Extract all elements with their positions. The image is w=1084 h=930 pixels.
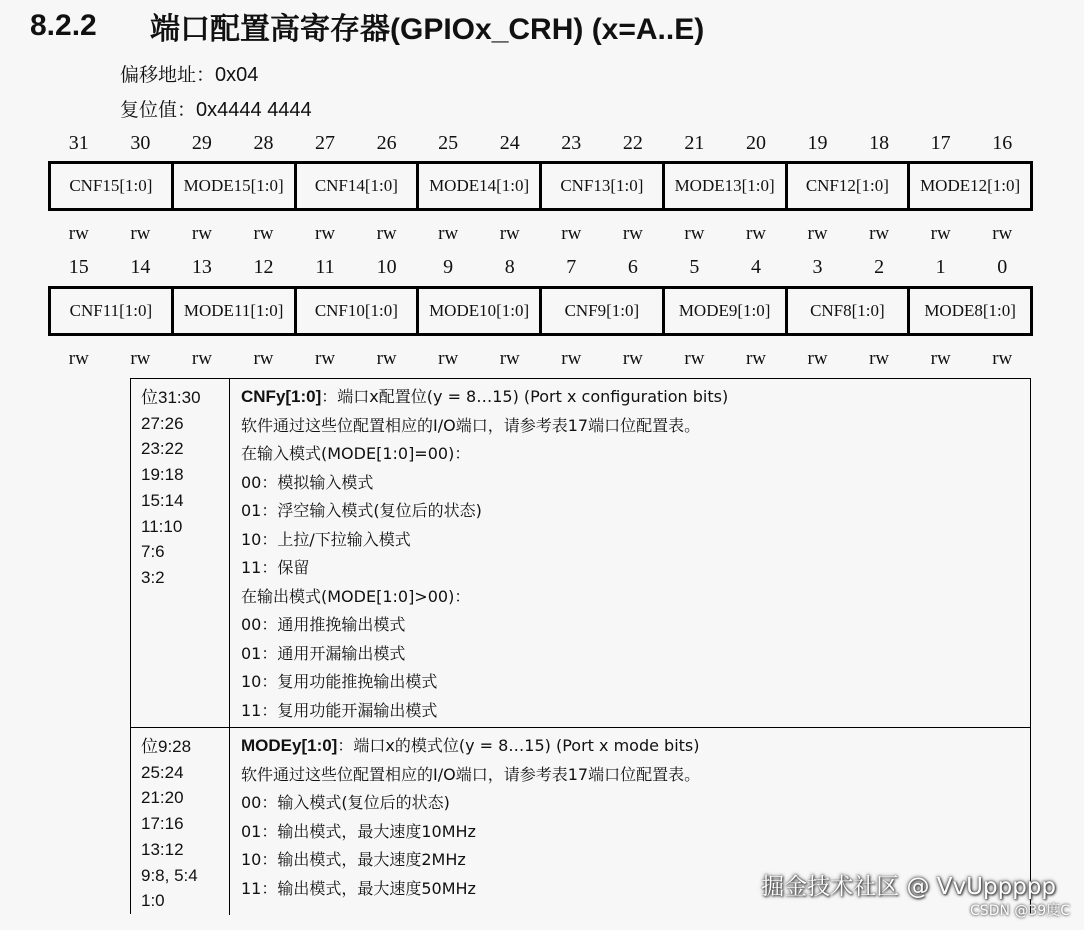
description-line: 软件通过这些位配置相应的I/O端口，请参考表17端口位配置表。 bbox=[241, 764, 701, 784]
bit-number: 6 bbox=[627, 256, 638, 278]
register-field: CNF13[1:0] bbox=[542, 164, 665, 208]
bit-number: 12 bbox=[253, 256, 274, 278]
access-type: rw bbox=[561, 223, 582, 244]
bit-number: 24 bbox=[499, 132, 520, 154]
lower-bit-numbers bbox=[48, 256, 1033, 279]
bit-range: 3:2 bbox=[141, 567, 165, 587]
register-field: CNF9[1:0] bbox=[542, 289, 665, 333]
bit-range: 7:6 bbox=[141, 542, 165, 562]
access-type: rw bbox=[130, 223, 151, 244]
reset-label: 复位值： bbox=[120, 99, 197, 121]
lower-register-fields bbox=[48, 286, 1033, 336]
access-type: rw bbox=[992, 223, 1013, 244]
access-type: rw bbox=[376, 348, 397, 369]
watermark-main: 掘金技术社区 @ VvUppppp bbox=[761, 874, 1056, 900]
register-field: CNF12[1:0] bbox=[788, 164, 911, 208]
bit-number: 4 bbox=[750, 256, 761, 278]
access-type: rw bbox=[684, 223, 705, 244]
register-field: CNF8[1:0] bbox=[788, 289, 911, 333]
access-type: rw bbox=[807, 223, 828, 244]
access-type: rw bbox=[315, 223, 336, 244]
bit-range: 1:0 bbox=[141, 891, 165, 911]
register-field: CNF10[1:0] bbox=[297, 289, 420, 333]
bit-range: 21:20 bbox=[141, 788, 184, 808]
access-type: rw bbox=[684, 348, 705, 369]
bit-number: 7 bbox=[566, 256, 577, 278]
description-line: 10：输出模式，最大速度2MHz bbox=[241, 850, 466, 869]
access-type: rw bbox=[376, 223, 397, 244]
cnf-bit-positions bbox=[131, 379, 230, 727]
description-line: 10：复用功能推挽输出模式 bbox=[241, 672, 438, 691]
bit-number: 10 bbox=[376, 256, 397, 278]
cnf-description-row bbox=[131, 379, 1030, 728]
bit-range: 13:12 bbox=[141, 839, 184, 859]
description-line: 00：模拟输入模式 bbox=[241, 472, 374, 492]
register-field: MODE11[1:0] bbox=[174, 289, 297, 333]
access-type: rw bbox=[622, 348, 643, 369]
bit-number: 25 bbox=[438, 132, 459, 154]
bit-number: 11 bbox=[315, 256, 335, 278]
bit-number: 19 bbox=[807, 132, 828, 154]
access-type: rw bbox=[745, 348, 766, 369]
bit-number: 20 bbox=[745, 132, 766, 154]
cnf-heading-text: ：端口x配置位(y = 8…15) (Port x configuration bits) bbox=[321, 387, 729, 406]
upper-register-fields bbox=[48, 161, 1033, 211]
register-field: MODE13[1:0] bbox=[665, 164, 788, 208]
bit-range: 19:18 bbox=[141, 465, 184, 485]
description-line: 00：通用推挽输出模式 bbox=[241, 615, 406, 634]
bit-number: 9 bbox=[443, 256, 454, 278]
bit-number: 31 bbox=[68, 132, 89, 154]
access-type: rw bbox=[807, 348, 828, 369]
bit-range: 23:22 bbox=[141, 439, 184, 459]
access-type: rw bbox=[499, 348, 520, 369]
bit-range: 9:8, 5:4 bbox=[141, 865, 198, 885]
section-number: 8.2.2 bbox=[30, 9, 97, 42]
description-line: 01：通用开漏输出模式 bbox=[241, 643, 406, 663]
register-field: MODE9[1:0] bbox=[665, 289, 788, 333]
access-type: rw bbox=[253, 223, 274, 244]
description-line: 11：复用功能开漏输出模式 bbox=[241, 700, 438, 720]
bit-range: 位9:28 bbox=[141, 737, 192, 756]
bit-range: 15:14 bbox=[141, 490, 184, 510]
section-title: 端口配置高寄存器(GPIOx_CRH) (x=A..E) bbox=[150, 13, 705, 46]
description-line: 11：输出模式，最大速度50MHz bbox=[241, 878, 476, 898]
access-type: rw bbox=[745, 223, 766, 244]
description-line: 在输出模式(MODE[1:0]>00)： bbox=[241, 586, 471, 606]
bit-range: 27:26 bbox=[141, 413, 184, 433]
bit-number: 27 bbox=[315, 132, 336, 154]
bit-range: 位31:30 bbox=[141, 388, 201, 407]
mode-heading bbox=[241, 732, 1030, 761]
bit-range: 11:10 bbox=[141, 516, 183, 536]
access-type: rw bbox=[869, 348, 890, 369]
description-line: 在输入模式(MODE[1:0]=00)： bbox=[241, 444, 471, 463]
offset-line bbox=[120, 60, 258, 87]
lower-access-types bbox=[48, 348, 1033, 370]
access-type: rw bbox=[191, 223, 212, 244]
register-field: MODE8[1:0] bbox=[910, 289, 1033, 333]
description-line: 01：浮空输入模式(复位后的状态) bbox=[241, 501, 482, 520]
bit-number: 16 bbox=[992, 132, 1013, 154]
bit-number: 5 bbox=[689, 256, 700, 278]
watermark-sub: CSDN @39度C bbox=[970, 903, 1070, 919]
bit-number: 22 bbox=[622, 132, 643, 154]
mode-heading-text: ：端口x的模式位(y = 8…15) (Port x mode bits) bbox=[337, 736, 700, 755]
bit-range: 25:24 bbox=[141, 762, 184, 782]
bit-number: 17 bbox=[930, 132, 951, 154]
reset-value: 0x4444 4444 bbox=[196, 99, 312, 121]
reset-line bbox=[120, 95, 312, 122]
access-type: rw bbox=[930, 223, 951, 244]
access-type: rw bbox=[130, 348, 151, 369]
upper-bit-numbers bbox=[48, 132, 1033, 155]
register-field: CNF15[1:0] bbox=[51, 164, 174, 208]
access-type: rw bbox=[561, 348, 582, 369]
mode-bit-positions bbox=[131, 728, 230, 915]
access-type: rw bbox=[68, 223, 89, 244]
bit-range: 17:16 bbox=[141, 814, 184, 834]
access-type: rw bbox=[930, 348, 951, 369]
description-line: 01：输出模式，最大速度10MHz bbox=[241, 821, 476, 841]
access-type: rw bbox=[992, 348, 1013, 369]
description-line: 00：输入模式(复位后的状态) bbox=[241, 793, 450, 812]
bit-number: 0 bbox=[997, 256, 1008, 278]
bit-number: 2 bbox=[874, 256, 885, 278]
bit-number: 28 bbox=[253, 132, 274, 154]
cnf-heading bbox=[241, 383, 1030, 412]
field-description-table bbox=[130, 378, 1031, 914]
bit-number: 8 bbox=[504, 256, 515, 278]
cnf-description-text bbox=[230, 379, 1030, 727]
bit-number: 3 bbox=[812, 256, 823, 278]
upper-access-types bbox=[48, 223, 1033, 245]
access-type: rw bbox=[315, 348, 336, 369]
register-field: CNF11[1:0] bbox=[51, 289, 174, 333]
access-type: rw bbox=[191, 348, 212, 369]
access-type: rw bbox=[253, 348, 274, 369]
access-type: rw bbox=[622, 223, 643, 244]
description-line: 11：保留 bbox=[241, 558, 310, 577]
access-type: rw bbox=[438, 348, 459, 369]
bit-number: 1 bbox=[935, 256, 946, 278]
access-type: rw bbox=[499, 223, 520, 244]
mode-field-name: MODEy[1:0] bbox=[241, 736, 338, 755]
access-type: rw bbox=[438, 223, 459, 244]
description-line: 软件通过这些位配置相应的I/O端口，请参考表17端口位配置表。 bbox=[241, 415, 701, 435]
bit-number: 18 bbox=[869, 132, 890, 154]
register-field: CNF14[1:0] bbox=[297, 164, 420, 208]
offset-label: 偏移地址： bbox=[120, 64, 216, 86]
register-field: MODE15[1:0] bbox=[174, 164, 297, 208]
access-type: rw bbox=[68, 348, 89, 369]
register-field: MODE10[1:0] bbox=[419, 289, 542, 333]
offset-value: 0x04 bbox=[215, 64, 259, 86]
register-field: MODE12[1:0] bbox=[910, 164, 1033, 208]
bit-number: 15 bbox=[68, 256, 89, 278]
access-type: rw bbox=[869, 223, 890, 244]
register-field: MODE14[1:0] bbox=[419, 164, 542, 208]
description-line: 10：上拉/下拉输入模式 bbox=[241, 529, 411, 549]
bit-number: 13 bbox=[191, 256, 212, 278]
cnf-field-name: CNFy[1:0] bbox=[241, 387, 322, 406]
section-heading bbox=[30, 6, 704, 46]
bit-number: 14 bbox=[130, 256, 151, 278]
bit-number: 21 bbox=[684, 132, 705, 154]
bit-number: 26 bbox=[376, 132, 397, 154]
bit-number: 23 bbox=[561, 132, 582, 154]
bit-number: 30 bbox=[130, 132, 151, 154]
bit-number: 29 bbox=[191, 132, 212, 154]
